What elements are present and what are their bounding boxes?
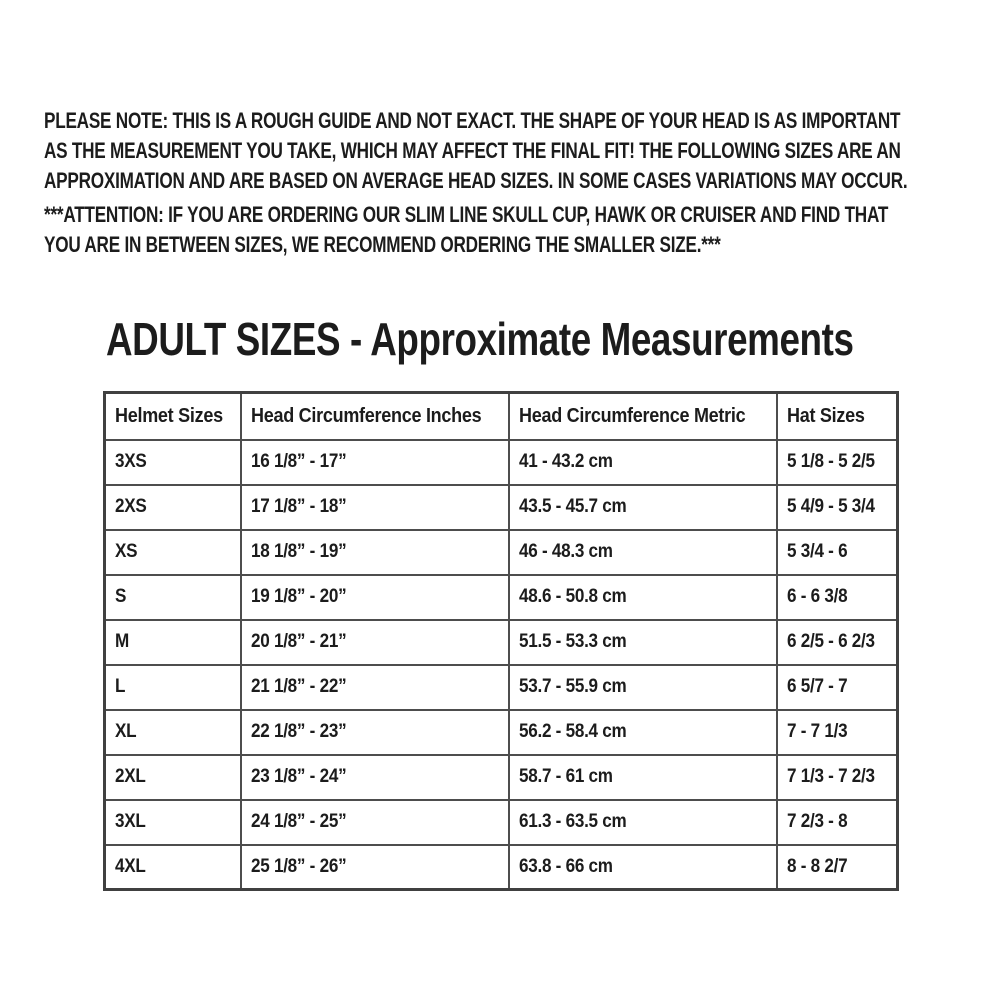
table-row [105,665,898,710]
inches-cell: 24 1/8” - 25” [241,800,509,845]
note-line: APPROXIMATION AND ARE BASED ON AVERAGE HEAD SIZES. IN SOME CASES VARIATIONS MAY OCCUR. [44,168,908,193]
metric-cell: 41 - 43.2 cm [509,440,777,485]
table-header-row [105,393,898,440]
helmet-size-cell: L [105,665,241,710]
hat-size-cell: 5 4/9 - 5 3/4 [777,485,898,530]
note-line: PLEASE NOTE: THIS IS A ROUGH GUIDE AND NOT EXACT. THE SHAPE OF YOUR HEAD IS AS IMPORTANT [44,108,901,133]
helmet-size-cell: 2XS [105,485,241,530]
metric-cell: 56.2 - 58.4 cm [509,710,777,755]
page-title: ADULT SIZES - Approximate Measurements [106,313,854,365]
table-row [105,845,898,890]
helmet-size-cell: 2XL [105,755,241,800]
inches-cell: 22 1/8” - 23” [241,710,509,755]
helmet-size-cell: 3XS [105,440,241,485]
hat-size-cell: 7 - 7 1/3 [777,710,898,755]
hat-size-cell: 8 - 8 2/7 [777,845,898,890]
metric-cell: 46 - 48.3 cm [509,530,777,575]
metric-cell: 48.6 - 50.8 cm [509,575,777,620]
inches-cell: 17 1/8” - 18” [241,485,509,530]
table-row [105,440,898,485]
size-table [103,391,899,891]
table-row [105,710,898,755]
helmet-size-cell: XL [105,710,241,755]
metric-cell: 63.8 - 66 cm [509,845,777,890]
attention-line: YOU ARE IN BETWEEN SIZES, WE RECOMMEND ORDERING THE SMALLER SIZE.*** [44,232,721,257]
helmet-size-cell: M [105,620,241,665]
helmet-size-cell: XS [105,530,241,575]
inches-cell: 20 1/8” - 21” [241,620,509,665]
metric-cell: 61.3 - 63.5 cm [509,800,777,845]
table-row [105,485,898,530]
helmet-size-cell: 3XL [105,800,241,845]
hat-size-cell: 6 2/5 - 6 2/3 [777,620,898,665]
helmet-size-cell: S [105,575,241,620]
metric-cell: 43.5 - 45.7 cm [509,485,777,530]
header-helmet-sizes: Helmet Sizes [105,393,241,440]
hat-size-cell: 6 5/7 - 7 [777,665,898,710]
inches-cell: 19 1/8” - 20” [241,575,509,620]
note-paragraph [44,106,1000,196]
inches-cell: 21 1/8” - 22” [241,665,509,710]
header-hat-sizes: Hat Sizes [777,393,898,440]
inches-cell: 25 1/8” - 26” [241,845,509,890]
header-circumference-inches: Head Circumference Inches [241,393,509,440]
hat-size-cell: 5 3/4 - 6 [777,530,898,575]
table-row [105,755,898,800]
inches-cell: 23 1/8” - 24” [241,755,509,800]
metric-cell: 58.7 - 61 cm [509,755,777,800]
hat-size-cell: 7 2/3 - 8 [777,800,898,845]
table-row [105,800,898,845]
helmet-size-cell: 4XL [105,845,241,890]
hat-size-cell: 7 1/3 - 7 2/3 [777,755,898,800]
table-row [105,530,898,575]
header-circumference-metric: Head Circumference Metric [509,393,777,440]
metric-cell: 51.5 - 53.3 cm [509,620,777,665]
inches-cell: 18 1/8” - 19” [241,530,509,575]
table-row [105,620,898,665]
attention-line: ***ATTENTION: IF YOU ARE ORDERING OUR SLIM LINE SKULL CUP, HAWK OR CRUISER AND FIND THAT [44,202,889,227]
attention-paragraph [44,200,1000,260]
note-line: AS THE MEASUREMENT YOU TAKE, WHICH MAY AFFECT THE FINAL FIT! THE FOLLOWING SIZES ARE AN [44,138,901,163]
hat-size-cell: 6 - 6 3/8 [777,575,898,620]
metric-cell: 53.7 - 55.9 cm [509,665,777,710]
inches-cell: 16 1/8” - 17” [241,440,509,485]
table-row [105,575,898,620]
hat-size-cell: 5 1/8 - 5 2/5 [777,440,898,485]
